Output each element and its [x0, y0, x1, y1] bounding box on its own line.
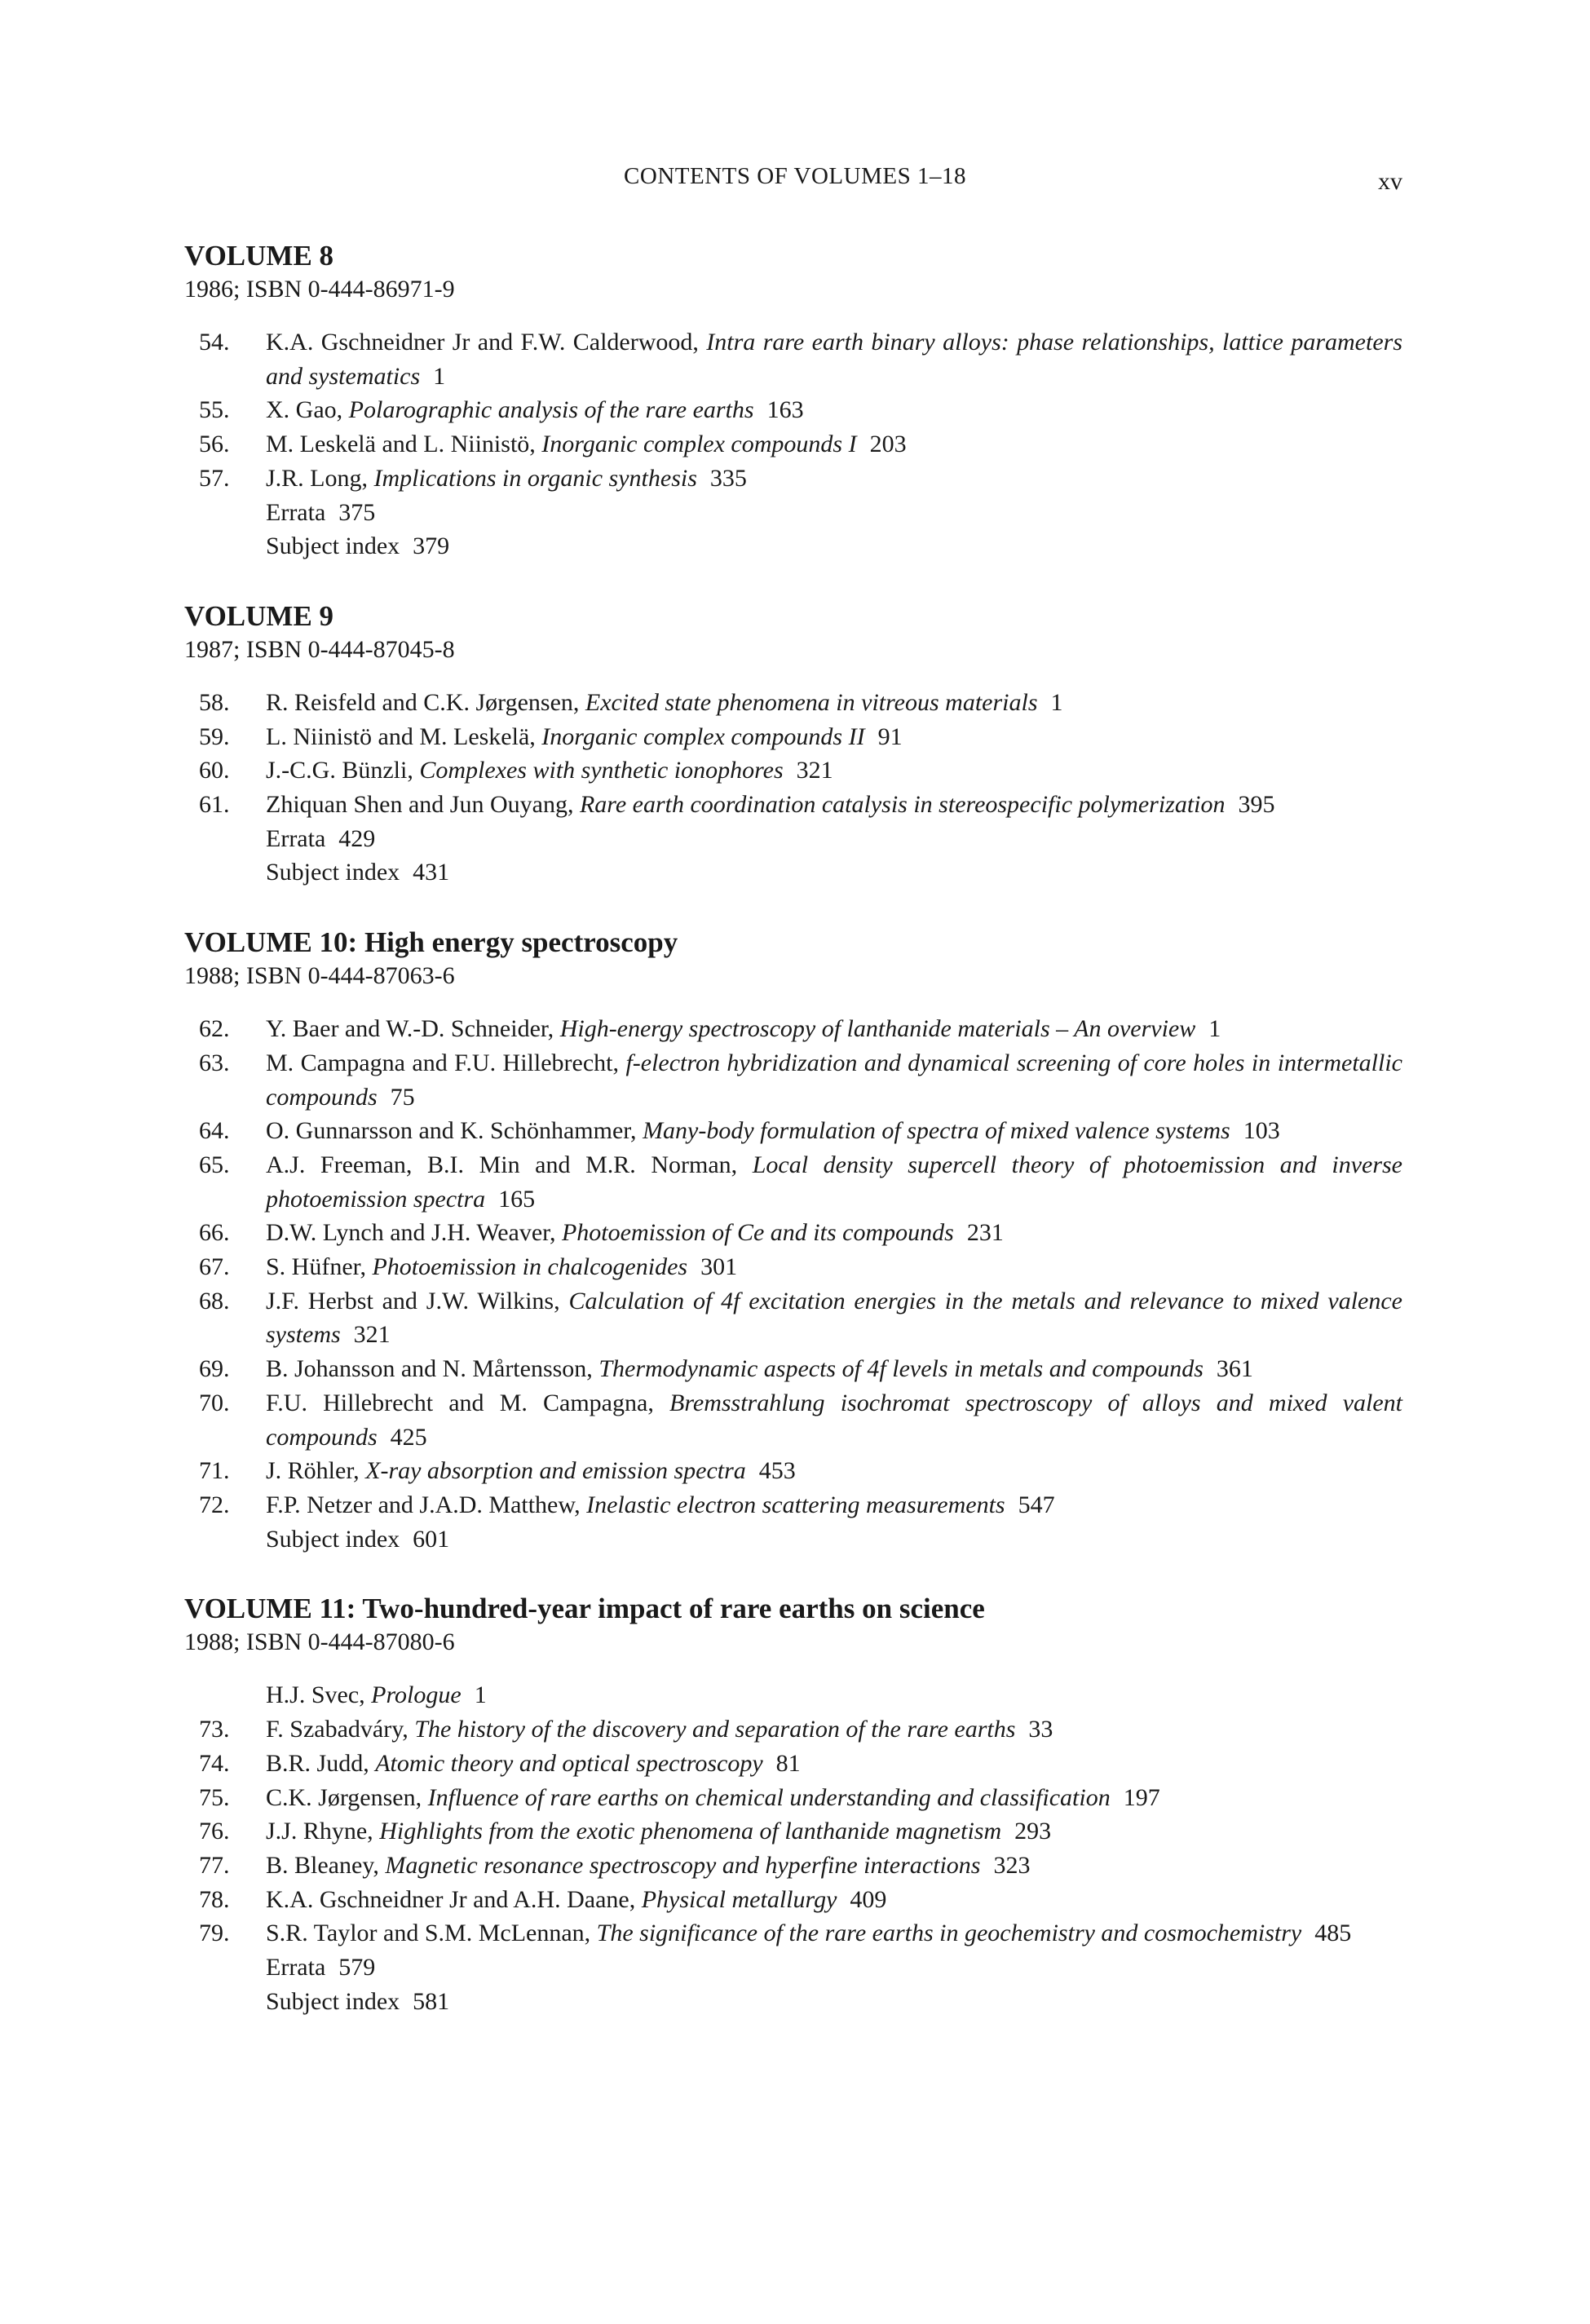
chapter-entry [184, 1148, 1402, 1216]
chapter-page: 231 [966, 1219, 1004, 1247]
back-matter-page: 579 [338, 1954, 376, 1982]
chapter-text [266, 1916, 1402, 1951]
chapter-text [266, 1250, 1402, 1284]
chapter-authors: K.A. Gschneidner Jr and A.H. Daane, [266, 1885, 636, 1913]
chapter-number [184, 1678, 266, 1712]
entry-indent [184, 1522, 266, 1557]
chapter-authors: M. Campagna and F.U. Hillebrecht, [266, 1049, 619, 1076]
chapter-entry [184, 1488, 1402, 1522]
chapter-entry [184, 393, 1402, 427]
chapter-text [266, 1046, 1402, 1114]
volume-section [184, 239, 1402, 563]
chapter-number: 78. [199, 1885, 230, 1913]
entry-indent [184, 1951, 266, 1985]
chapter-number: 71. [199, 1457, 230, 1485]
chapter-authors: J.R. Long, [266, 464, 369, 492]
chapter-page: 81 [775, 1749, 801, 1777]
chapter-title: Prologue [371, 1681, 462, 1709]
chapter-title: Rare earth coordination catalysis in stereospecific polymerization [579, 791, 1226, 819]
chapter-entry [184, 1284, 1402, 1352]
chapter-authors: J.J. Rhyne, [266, 1818, 373, 1845]
chapter-title: Polarographic analysis of the rare earths [348, 396, 754, 424]
chapter-entry [184, 686, 1402, 720]
chapter-page: 1 [1050, 688, 1063, 716]
chapter-entry [184, 427, 1402, 462]
chapter-authors: J.-C.G. Bünzli, [266, 757, 413, 784]
back-matter-label: Subject index [266, 532, 400, 560]
back-matter-label: Errata [266, 824, 326, 852]
chapter-authors: J. Röhler, [266, 1457, 360, 1485]
volume-year-isbn: 1987; ISBN 0-444-87045-8 [184, 635, 455, 663]
chapter-text [266, 393, 1402, 427]
chapter-authors: C.K. Jørgensen, [266, 1783, 422, 1811]
back-matter-label: Errata [266, 1954, 326, 1982]
chapter-number: 67. [199, 1253, 230, 1281]
volume-title: VOLUME 8 [184, 240, 334, 272]
entry-indent [184, 822, 266, 856]
chapter-number: 57. [199, 464, 230, 492]
back-matter-page: 375 [338, 498, 376, 526]
chapter-entry [184, 1114, 1402, 1148]
chapter-number: 63. [199, 1049, 230, 1076]
chapter-text [266, 462, 1402, 496]
chapter-page: 409 [850, 1885, 887, 1913]
chapter-text [266, 1114, 1402, 1148]
chapter-authors: L. Niinistö and M. Leskelä, [266, 722, 536, 750]
chapter-entry [184, 753, 1402, 788]
chapter-number: 58. [199, 688, 230, 716]
chapter-text [266, 325, 1402, 393]
chapter-title: Implications in organic synthesis [373, 464, 697, 492]
back-matter-label: Subject index [266, 1525, 400, 1553]
back-matter-entry [184, 496, 1402, 530]
chapter-title: Photoemission in chalcogenides [372, 1253, 688, 1281]
chapter-authors: B. Bleaney, [266, 1851, 379, 1879]
chapter-authors: D.W. Lynch and J.H. Weaver, [266, 1219, 556, 1247]
chapter-page: 203 [869, 431, 907, 458]
volume-year-isbn: 1988; ISBN 0-444-87063-6 [184, 962, 455, 990]
volume-section [184, 1592, 1402, 2018]
chapter-entry [184, 325, 1402, 393]
back-matter-page: 429 [338, 824, 376, 852]
chapter-authors: K.A. Gschneidner Jr and F.W. Calderwood, [266, 329, 699, 356]
chapter-page: 165 [498, 1185, 536, 1213]
chapter-authors: F.U. Hillebrecht and M. Campagna, [266, 1389, 654, 1416]
chapter-text [266, 1849, 1402, 1883]
chapter-authors: F.P. Netzer and J.A.D. Matthew, [266, 1491, 581, 1518]
chapter-text [266, 1386, 1402, 1454]
chapter-number: 76. [199, 1818, 230, 1845]
chapter-number: 74. [199, 1749, 230, 1777]
back-matter-label: Errata [266, 498, 326, 526]
back-matter-label: Subject index [266, 859, 400, 886]
chapter-title: X-ray absorption and emission spectra [365, 1457, 746, 1485]
volume-title: VOLUME 11: Two-hundred-year impact of rare earths on science [184, 1593, 985, 1625]
chapter-page: 33 [1028, 1716, 1053, 1743]
chapter-text [266, 1678, 1402, 1712]
running-title: CONTENTS OF VOLUMES 1–18 [624, 163, 966, 189]
chapter-title: Calculation of 4f excitation energies in the metals and relevance to mixed valence systems [266, 1287, 1402, 1349]
entry-indent [184, 529, 266, 563]
chapter-entry [184, 1916, 1402, 1951]
chapter-title: Photoemission of Ce and its compounds [561, 1219, 954, 1247]
chapter-text [266, 1012, 1402, 1046]
chapter-number: 69. [199, 1355, 230, 1383]
chapter-text [266, 1814, 1402, 1849]
chapter-entry [184, 1352, 1402, 1386]
back-matter-entry [184, 1951, 1402, 1985]
chapter-title: Influence of rare earths on chemical understanding and classification [427, 1783, 1111, 1811]
chapter-text [266, 1712, 1402, 1747]
chapter-entry [184, 462, 1402, 496]
back-matter-page: 601 [413, 1525, 450, 1553]
page-number: xv [1378, 168, 1402, 195]
chapter-title: Inorganic complex compounds II [541, 722, 865, 750]
chapter-entry [184, 1747, 1402, 1781]
back-matter-entry [184, 529, 1402, 563]
chapter-text [266, 427, 1402, 462]
chapter-title: Complexes with synthetic ionophores [419, 757, 784, 784]
chapter-title: Intra rare earth binary alloys: phase relationships, lattice parameters and systematics [266, 329, 1403, 390]
chapter-entry [184, 1216, 1402, 1250]
chapter-page: 361 [1216, 1355, 1253, 1383]
chapter-authors: Zhiquan Shen and Jun Ouyang, [266, 791, 574, 819]
chapter-authors: B. Johansson and N. Mårtensson, [266, 1355, 593, 1383]
back-matter-page: 581 [413, 1987, 450, 2015]
back-matter-page: 431 [413, 859, 450, 886]
chapter-title: The history of the discovery and separation of the rare earths [414, 1716, 1016, 1743]
chapter-page: 485 [1314, 1920, 1352, 1947]
chapter-entry [184, 1712, 1402, 1747]
chapter-authors: A.J. Freeman, B.I. Min and M.R. Norman, [266, 1151, 738, 1178]
chapter-entry [184, 1883, 1402, 1917]
chapter-number: 64. [199, 1117, 230, 1145]
chapter-number: 75. [199, 1783, 230, 1811]
chapter-number: 70. [199, 1389, 230, 1416]
back-matter-page: 379 [413, 532, 450, 560]
chapter-authors: B.R. Judd, [266, 1749, 369, 1777]
chapter-text [266, 1747, 1402, 1781]
chapter-page: 425 [390, 1423, 427, 1451]
contents-list [184, 239, 1402, 2054]
chapter-entry [184, 788, 1402, 822]
chapter-number: 79. [199, 1920, 230, 1947]
chapter-page: 1 [474, 1681, 487, 1709]
chapter-page: 321 [353, 1321, 391, 1349]
chapter-page: 75 [390, 1083, 415, 1111]
chapter-page: 197 [1123, 1783, 1160, 1811]
chapter-authors: X. Gao, [266, 396, 343, 424]
volume-year-isbn: 1986; ISBN 0-444-86971-9 [184, 276, 455, 303]
chapter-number: 56. [199, 431, 230, 458]
chapter-authors: O. Gunnarsson and K. Schönhammer, [266, 1117, 637, 1145]
chapter-title: Atomic theory and optical spectroscopy [375, 1749, 763, 1777]
chapter-page: 395 [1238, 791, 1275, 819]
volume-title: VOLUME 10: High energy spectroscopy [184, 926, 678, 959]
chapter-text [266, 1148, 1402, 1216]
page-header [0, 163, 1590, 199]
chapter-title: Inorganic complex compounds I [541, 431, 857, 458]
chapter-title: f-electron hybridization and dynamical screening of core holes in intermetallic compounds [266, 1049, 1402, 1111]
chapter-entry [184, 1454, 1402, 1488]
chapter-text [266, 1488, 1402, 1522]
back-matter-label: Subject index [266, 1987, 400, 2015]
chapter-entry [184, 1678, 1402, 1712]
chapter-text [266, 1216, 1402, 1250]
chapter-page: 91 [877, 722, 903, 750]
chapter-entry [184, 1781, 1402, 1815]
chapter-title: Bremsstrahlung isochromat spectroscopy of alloys and mixed valent compounds [266, 1389, 1403, 1451]
chapter-authors: R. Reisfeld and C.K. Jørgensen, [266, 688, 580, 716]
chapter-authors: J.F. Herbst and J.W. Wilkins, [266, 1287, 560, 1314]
chapter-title: Excited state phenomena in vitreous materials [585, 688, 1038, 716]
chapter-text [266, 753, 1402, 788]
back-matter-entry [184, 855, 1402, 890]
chapter-page: 163 [766, 396, 804, 424]
chapter-authors: M. Leskelä and L. Niinistö, [266, 431, 536, 458]
entry-indent [184, 1985, 266, 2019]
chapter-authors: H.J. Svec, [266, 1681, 365, 1709]
chapter-entry [184, 720, 1402, 754]
entry-indent [184, 855, 266, 890]
chapter-text [266, 1284, 1402, 1352]
chapter-number: 72. [199, 1491, 230, 1518]
chapter-number: 62. [199, 1015, 230, 1043]
chapter-entry [184, 1250, 1402, 1284]
chapter-number: 59. [199, 722, 230, 750]
chapter-entry [184, 1849, 1402, 1883]
chapter-page: 1 [1208, 1015, 1221, 1043]
back-matter-entry [184, 1985, 1402, 2019]
chapter-number: 65. [199, 1151, 230, 1178]
chapter-title: Local density supercell theory of photoemission and inverse photoemission spectra [266, 1151, 1402, 1213]
chapter-title: Many-body formulation of spectra of mixed valence systems [643, 1117, 1230, 1145]
chapter-page: 335 [709, 464, 747, 492]
chapter-entry [184, 1814, 1402, 1849]
chapter-page: 103 [1243, 1117, 1280, 1145]
chapter-page: 547 [1018, 1491, 1055, 1518]
chapter-text [266, 1454, 1402, 1488]
chapter-number: 60. [199, 757, 230, 784]
chapter-number: 77. [199, 1851, 230, 1879]
chapter-page: 1 [433, 362, 446, 390]
chapter-page: 301 [700, 1253, 738, 1281]
chapter-page: 293 [1014, 1818, 1052, 1845]
back-matter-entry [184, 1522, 1402, 1557]
chapter-title: The significance of the rare earths in geochemistry and cosmochemistry [596, 1920, 1302, 1947]
chapter-page: 321 [796, 757, 833, 784]
chapter-title: High-energy spectroscopy of lanthanide materials – An overview [559, 1015, 1196, 1043]
chapter-authors: S. Hüfner, [266, 1253, 366, 1281]
chapter-text [266, 788, 1402, 822]
chapter-number: 66. [199, 1219, 230, 1247]
chapter-text [266, 1352, 1402, 1386]
chapter-number: 54. [199, 329, 230, 356]
chapter-authors: S.R. Taylor and S.M. McLennan, [266, 1920, 591, 1947]
volume-section [184, 926, 1402, 1556]
back-matter-entry [184, 822, 1402, 856]
chapter-title: Inelastic electron scattering measurements [586, 1491, 1005, 1518]
chapter-page: 453 [758, 1457, 796, 1485]
chapter-title: Thermodynamic aspects of 4f levels in metals and compounds [598, 1355, 1204, 1383]
chapter-page: 323 [993, 1851, 1031, 1879]
chapter-title: Magnetic resonance spectroscopy and hyperfine interactions [385, 1851, 981, 1879]
chapter-authors: F. Szabadváry, [266, 1716, 409, 1743]
chapter-entry [184, 1012, 1402, 1046]
volume-year-isbn: 1988; ISBN 0-444-87080-6 [184, 1628, 455, 1656]
chapter-authors: Y. Baer and W.-D. Schneider, [266, 1015, 554, 1043]
chapter-text [266, 1883, 1402, 1917]
chapter-text [266, 720, 1402, 754]
chapter-number: 61. [199, 791, 230, 819]
chapter-title: Highlights from the exotic phenomena of lanthanide magnetism [379, 1818, 1002, 1845]
volume-title: VOLUME 9 [184, 599, 334, 632]
entry-indent [184, 496, 266, 530]
chapter-entry [184, 1046, 1402, 1114]
chapter-title: Physical metallurgy [641, 1885, 837, 1913]
chapter-text [266, 686, 1402, 720]
chapter-entry [184, 1386, 1402, 1454]
chapter-number: 68. [199, 1287, 230, 1314]
chapter-number: 55. [199, 396, 230, 424]
volume-section [184, 599, 1402, 890]
chapter-number: 73. [199, 1716, 230, 1743]
chapter-text [266, 1781, 1402, 1815]
